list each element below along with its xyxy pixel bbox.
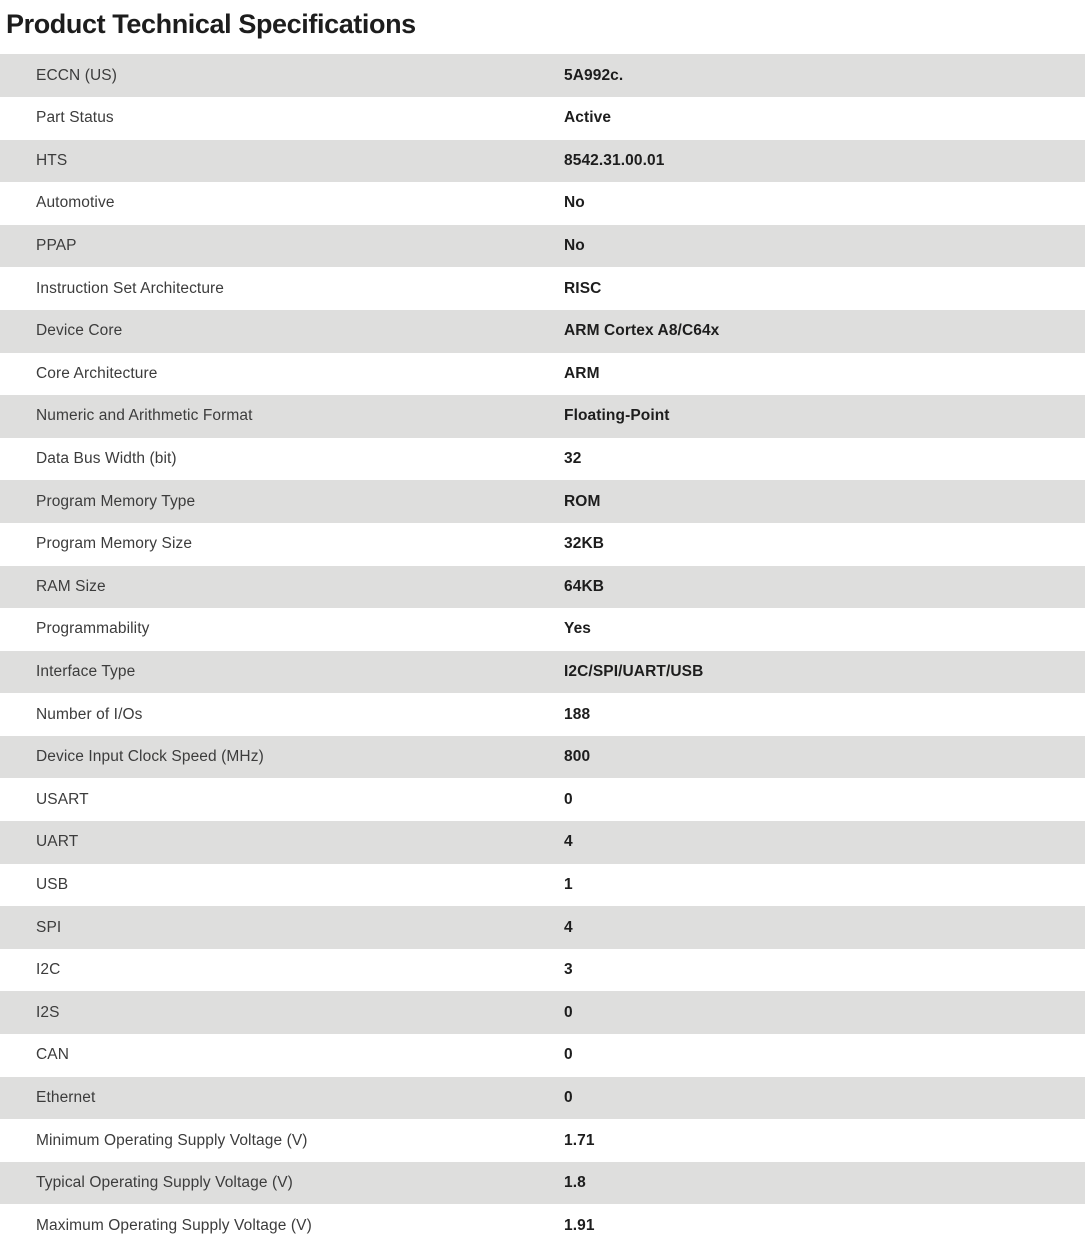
spec-label: Interface Type bbox=[36, 663, 136, 680]
spec-label: Automotive bbox=[36, 194, 115, 212]
spec-value: No bbox=[564, 194, 585, 212]
spec-value: 188 bbox=[564, 705, 591, 723]
table-row bbox=[0, 1162, 1085, 1205]
table-row bbox=[0, 480, 1085, 523]
spec-label: USB bbox=[36, 875, 69, 893]
spec-label: Program Memory Type bbox=[36, 492, 196, 510]
spec-value: 4 bbox=[564, 918, 573, 936]
table-row bbox=[0, 267, 1085, 310]
spec-label: Instruction Set Architecture bbox=[36, 279, 225, 297]
spec-value: Active bbox=[564, 109, 612, 127]
spec-label: Numeric and Arithmetic Format bbox=[36, 407, 253, 425]
table-row bbox=[0, 54, 1085, 97]
table-row bbox=[0, 906, 1085, 949]
spec-label: Typical Operating Supply Voltage (V) bbox=[36, 1174, 293, 1192]
spec-value: ARM bbox=[564, 364, 600, 382]
table-row bbox=[0, 693, 1085, 736]
spec-label: Minimum Operating Supply Voltage (V) bbox=[36, 1131, 308, 1149]
spec-value: No bbox=[564, 237, 585, 255]
specifications-table bbox=[0, 54, 1085, 1247]
table-row bbox=[0, 991, 1085, 1034]
table-row bbox=[0, 1204, 1085, 1247]
table-row bbox=[0, 395, 1085, 438]
spec-value: 32KB bbox=[564, 535, 605, 553]
spec-label: Core Architecture bbox=[36, 364, 158, 382]
spec-label: ECCN (US) bbox=[36, 66, 117, 84]
table-row bbox=[0, 778, 1085, 821]
product-specifications-page bbox=[0, 8, 1085, 1247]
spec-value: 0 bbox=[564, 1046, 573, 1064]
spec-label: UART bbox=[36, 833, 79, 851]
spec-label: PPAP bbox=[36, 237, 77, 255]
spec-value: 32 bbox=[564, 450, 582, 468]
table-row bbox=[0, 608, 1085, 651]
spec-label: Programmability bbox=[36, 620, 150, 638]
spec-value: 1.8 bbox=[564, 1174, 586, 1192]
spec-label: CAN bbox=[36, 1046, 70, 1064]
spec-label: Part Status bbox=[36, 109, 114, 127]
spec-value: Yes bbox=[564, 620, 592, 638]
spec-label: SPI bbox=[36, 918, 62, 936]
spec-label: Number of I/Os bbox=[36, 705, 143, 723]
spec-value: ROM bbox=[564, 492, 601, 510]
table-row bbox=[0, 1119, 1085, 1162]
spec-value: 5A992c. bbox=[564, 66, 624, 84]
table-row bbox=[0, 438, 1085, 481]
table-row bbox=[0, 566, 1085, 609]
spec-label: USART bbox=[36, 790, 89, 808]
spec-value: 800 bbox=[564, 748, 591, 766]
table-row bbox=[0, 864, 1085, 907]
spec-value: Floating-Point bbox=[564, 407, 670, 425]
spec-label: I2S bbox=[36, 1003, 60, 1021]
spec-label: Ethernet bbox=[36, 1088, 96, 1106]
spec-value: 4 bbox=[564, 833, 573, 851]
specifications-table-body bbox=[0, 54, 1085, 1247]
table-row bbox=[0, 821, 1085, 864]
table-row bbox=[0, 310, 1085, 353]
spec-value: 3 bbox=[564, 961, 573, 979]
spec-label: Device Core bbox=[36, 322, 123, 340]
table-row bbox=[0, 523, 1085, 566]
spec-value: 0 bbox=[564, 790, 573, 808]
spec-value: 0 bbox=[564, 1088, 573, 1106]
page-title: Product Technical Specifications bbox=[6, 9, 416, 39]
spec-value: 8542.31.00.01 bbox=[564, 151, 665, 169]
spec-value: ARM Cortex A8/C64x bbox=[564, 322, 720, 340]
spec-value: RISC bbox=[564, 279, 602, 297]
table-row bbox=[0, 651, 1085, 694]
table-row bbox=[0, 353, 1085, 396]
table-row bbox=[0, 140, 1085, 183]
table-row bbox=[0, 949, 1085, 992]
table-row bbox=[0, 97, 1085, 140]
spec-label: Maximum Operating Supply Voltage (V) bbox=[36, 1216, 312, 1234]
spec-label: Data Bus Width (bit) bbox=[36, 450, 177, 468]
table-row bbox=[0, 182, 1085, 225]
spec-label: RAM Size bbox=[36, 577, 106, 595]
table-row bbox=[0, 736, 1085, 779]
spec-value: 0 bbox=[564, 1003, 573, 1021]
table-row bbox=[0, 225, 1085, 268]
spec-value: 1.71 bbox=[564, 1131, 595, 1149]
spec-value: 64KB bbox=[564, 577, 605, 595]
spec-value: I2C/SPI/UART/USB bbox=[564, 663, 704, 680]
spec-value: 1 bbox=[564, 875, 573, 893]
spec-value: 1.91 bbox=[564, 1216, 595, 1234]
spec-label: I2C bbox=[36, 961, 61, 979]
spec-label: HTS bbox=[36, 151, 68, 169]
spec-label: Program Memory Size bbox=[36, 535, 193, 553]
table-row bbox=[0, 1034, 1085, 1077]
spec-label: Device Input Clock Speed (MHz) bbox=[36, 748, 264, 766]
table-row bbox=[0, 1077, 1085, 1120]
